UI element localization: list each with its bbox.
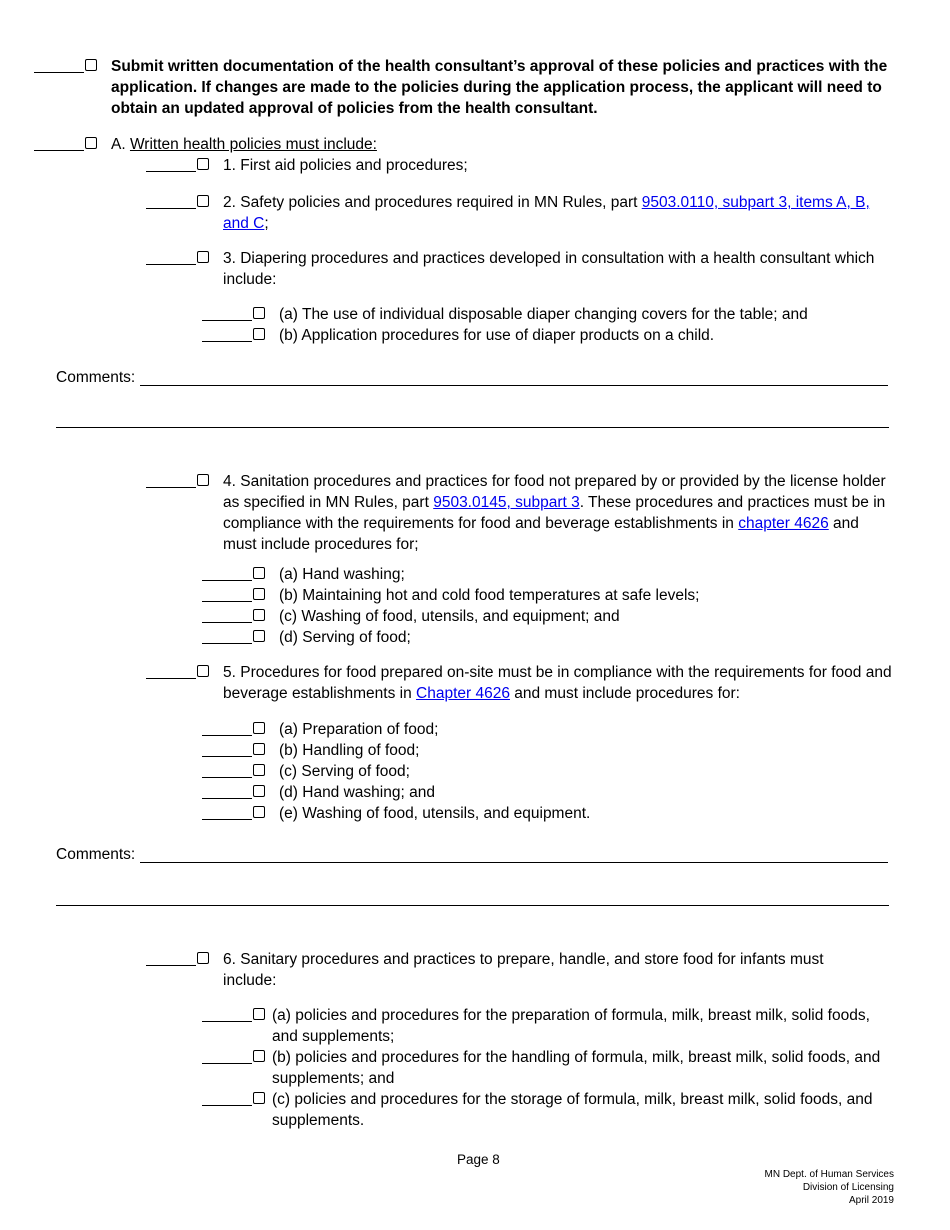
- initial-blank[interactable]: [146, 965, 196, 966]
- initial-blank[interactable]: [146, 487, 196, 488]
- link-9503-0110[interactable]: 9503.0110, subpart 3, items A, B, and C: [223, 194, 870, 232]
- initial-blank[interactable]: [202, 756, 252, 757]
- item-4c-text: (c) Washing of food, utensils, and equipment; and: [279, 608, 620, 625]
- checkbox-item-6[interactable]: [197, 952, 209, 964]
- item-6b-text: (b) policies and procedures for the handling of formula, milk, breast milk, solid foods, and supplements; and: [272, 1049, 881, 1087]
- item-3-text: 3. Diapering procedures and practices developed in consultation with a health consultant which include:: [223, 250, 875, 288]
- initial-blank[interactable]: [202, 1021, 252, 1022]
- initial-blank[interactable]: [202, 798, 252, 799]
- item-5-t1: 5. Procedures for food prepared on-site must be in compliance with the requirements for food and beverage establishments in: [223, 664, 892, 702]
- comments-field-1-line-2[interactable]: [56, 427, 889, 428]
- checkbox-item-6a[interactable]: [253, 1008, 265, 1020]
- section-a-prefix: A.: [111, 136, 130, 153]
- checkbox-item-6b[interactable]: [253, 1050, 265, 1062]
- link-chapter-4626-b[interactable]: Chapter 4626: [416, 685, 510, 702]
- initial-blank[interactable]: [202, 777, 252, 778]
- item-4-t3: and must include procedures for;: [223, 515, 859, 553]
- footer-org2: Division of Licensing: [802, 1182, 894, 1193]
- section-a-heading: [111, 134, 377, 155]
- item-5a-text: (a) Preparation of food;: [279, 721, 439, 738]
- checkbox-item-4b[interactable]: [253, 588, 265, 600]
- checkbox-item-4[interactable]: [197, 474, 209, 486]
- item-4-t2: . These procedures and practices must be in compliance with the requirements for food and beverage establishments in: [223, 494, 886, 532]
- checkbox-item-3[interactable]: [197, 251, 209, 263]
- initial-blank[interactable]: [34, 150, 84, 151]
- footer-block: [765, 1168, 895, 1207]
- initial-blank[interactable]: [202, 320, 252, 321]
- checkbox-item-4c[interactable]: [253, 609, 265, 621]
- checkbox-section-a[interactable]: [85, 137, 97, 149]
- initial-blank[interactable]: [202, 580, 252, 581]
- initial-blank[interactable]: [34, 72, 84, 73]
- checkbox-item-6c[interactable]: [253, 1092, 265, 1104]
- item-5b-text: (b) Handling of food;: [279, 742, 420, 759]
- link-chapter-4626[interactable]: chapter 4626: [738, 515, 829, 532]
- footer-date: April 2019: [848, 1195, 894, 1206]
- item-5d-text: (d) Hand washing; and: [279, 784, 435, 801]
- initial-blank[interactable]: [202, 1063, 252, 1064]
- comments-label-1: Comments:: [56, 369, 136, 386]
- link-9503-0145[interactable]: 9503.0145, subpart 3: [433, 494, 580, 511]
- checkbox-item-3a[interactable]: [253, 307, 265, 319]
- item-6-text: 6. Sanitary procedures and practices to prepare, handle, and store food for infants must include:: [223, 951, 824, 989]
- item-2-after: ;: [264, 215, 269, 232]
- initial-blank[interactable]: [146, 678, 196, 679]
- item-5e-text: (e) Washing of food, utensils, and equipment.: [279, 805, 591, 822]
- initial-blank[interactable]: [146, 171, 196, 172]
- item-4-t1: 4. Sanitation procedures and practices for food not prepared by or provided by the license holder as specified in MN Rules, part: [223, 473, 886, 511]
- comments-field-2-line-2[interactable]: [56, 905, 889, 906]
- item-4d-text: (d) Serving of food;: [279, 629, 411, 646]
- initial-blank[interactable]: [202, 341, 252, 342]
- item-5c-text: (c) Serving of food;: [279, 763, 410, 780]
- checkbox-item-5a[interactable]: [253, 722, 265, 734]
- initial-blank[interactable]: [146, 208, 196, 209]
- item-4b-text: (b) Maintaining hot and cold food temperatures at safe levels;: [279, 587, 700, 604]
- comments-label-2: Comments:: [56, 846, 136, 863]
- checkbox-item-4a[interactable]: [253, 567, 265, 579]
- item-3a-text: (a) The use of individual disposable diaper changing covers for the table; and: [279, 306, 808, 323]
- checkbox-item-5c[interactable]: [253, 764, 265, 776]
- intro-text: Submit written documentation of the health consultant’s approval of these policies and practices with the application. If changes are made to the policies during the application process, the applicant will need to obtain an updated approval of policies from the health consultant.: [111, 58, 888, 117]
- item-2-before: 2. Safety policies and procedures required in MN Rules, part: [223, 194, 642, 211]
- footer-org1: MN Dept. of Human Services: [764, 1169, 894, 1180]
- initial-blank[interactable]: [202, 819, 252, 820]
- item-4-text: [223, 471, 895, 555]
- checkbox-item-3b[interactable]: [253, 328, 265, 340]
- item-5-t2: and must include procedures for:: [509, 685, 740, 702]
- initial-blank[interactable]: [202, 735, 252, 736]
- checkbox-item-4d[interactable]: [253, 630, 265, 642]
- item-6c-text: (c) policies and procedures for the storage of formula, milk, breast milk, solid foods, and supplements.: [272, 1091, 873, 1129]
- comments-field-1[interactable]: [140, 385, 888, 386]
- item-2-text: [223, 192, 893, 234]
- comments-field-2[interactable]: [140, 862, 888, 863]
- initial-blank[interactable]: [202, 601, 252, 602]
- initial-blank[interactable]: [146, 264, 196, 265]
- item-6a-text: (a) policies and procedures for the preparation of formula, milk, breast milk, solid foods, and supplements;: [272, 1007, 870, 1045]
- section-a-title: Written health policies must include:: [129, 136, 377, 153]
- item-1-text: 1. First aid policies and procedures;: [223, 157, 468, 174]
- checkbox-item-1[interactable]: [197, 158, 209, 170]
- checkbox-intro[interactable]: [85, 59, 97, 71]
- checkbox-item-5b[interactable]: [253, 743, 265, 755]
- initial-blank[interactable]: [202, 643, 252, 644]
- item-3b-text: (b) Application procedures for use of diaper products on a child.: [279, 327, 715, 344]
- checkbox-item-5d[interactable]: [253, 785, 265, 797]
- initial-blank[interactable]: [202, 622, 252, 623]
- checkbox-item-5[interactable]: [197, 665, 209, 677]
- item-5-text: [223, 662, 895, 704]
- checkbox-item-2[interactable]: [197, 195, 209, 207]
- page-number: Page 8: [457, 1152, 500, 1167]
- initial-blank[interactable]: [202, 1105, 252, 1106]
- checkbox-item-5e[interactable]: [253, 806, 265, 818]
- item-4a-text: (a) Hand washing;: [279, 566, 405, 583]
